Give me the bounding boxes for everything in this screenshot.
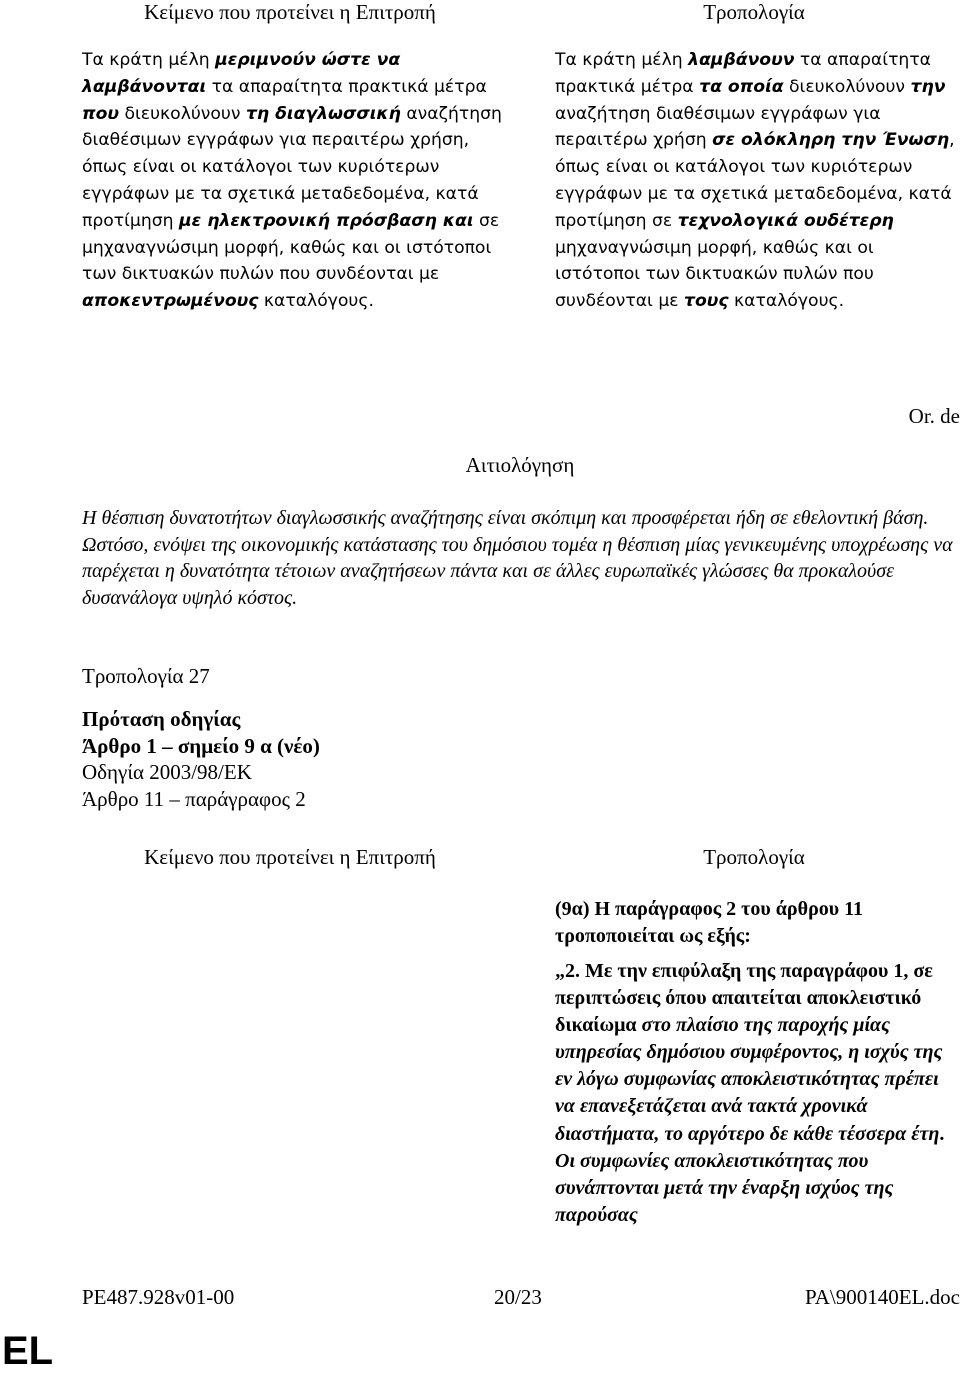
paragraph-reference: Άρθρο 11 – παράγραφος 2: [82, 786, 306, 811]
text-run: το αργότερο δε κάθε τέσσερα έτη: [664, 1122, 940, 1145]
footer-doc-reference: PE487.928v01-00: [82, 1285, 235, 1309]
text-run: Τα κράτη μέλη: [82, 50, 216, 70]
column-header-amendment: Τροπολογία: [703, 0, 805, 24]
amended-paragraph-text: [555, 958, 957, 1229]
text-run: μεριμνούν ώστε να λαμβάνονται: [82, 50, 401, 97]
proposal-title: Πρόταση οδηγίας: [82, 707, 241, 732]
amendment-point-intro: [555, 896, 957, 950]
text-run: διευκολύνουν: [119, 103, 246, 124]
footer-file-name: PA\900140EL.doc: [805, 1285, 960, 1309]
text-run: σε ολόκληρη την Ένωση: [712, 130, 950, 151]
footer-page-number: 20/23: [494, 1285, 542, 1309]
text-run: τα οποία: [699, 76, 784, 97]
text-run: με ηλεκτρονική πρόσβαση και: [179, 210, 474, 231]
text-run: λαμβάνουν: [688, 50, 795, 70]
column-header-amendment-2: Τροπολογία: [703, 845, 805, 869]
text-run: , η ισχύς της εν λόγω συμφωνίας αποκλειστικότητας πρέπει να επανεξετάζεται ανά τακτά χρονικά διαστήματα,: [555, 1041, 943, 1145]
text-run: τεχνολογικά ουδέτερη: [677, 210, 894, 231]
article-reference: Άρθρο 1 – σημείο 9 α (νέο): [82, 733, 320, 758]
text-run: τα απαραίτητα πρακτικά μέτρα: [206, 76, 487, 97]
text-run: στο πλαίσιο της παροχής μίας υπηρεσίας δημόσιου συμφέροντος: [555, 1014, 891, 1064]
text-run: αναζήτηση διαθέσιμων εγγράφων για περαιτέρω χρήση: [555, 103, 881, 151]
text-run: σε μηχαναγνώσιμη μορφή, καθώς και οι ιστότοποι των δικτυακών πυλών που συνδέονται με: [82, 210, 500, 285]
text-run: διευκολύνουν: [783, 76, 911, 97]
text-run: που: [82, 103, 120, 124]
directive-reference: Οδηγία 2003/98/ΕΚ: [82, 760, 252, 785]
text-run: αναζήτηση διαθέσιμων εγγράφων για περαιτέρω χρήση, όπως είναι οι κατάλογοι των κυριότερων εγγράφων με τα σχετικά μεταδεδομένα, κατά προτίμηση: [82, 103, 502, 231]
text-run: Οι συμφωνίες αποκλειστικότητας που συνάπτονται μετά την έναρξη ισχύος της παρούσας: [555, 1149, 894, 1226]
text-run: καταλόγους.: [728, 291, 845, 312]
text-run: την: [910, 76, 946, 97]
original-language-label: Or. de: [908, 404, 960, 428]
justification-title: Αιτιολόγηση: [465, 453, 575, 477]
text-run: .: [939, 1122, 945, 1145]
text-run: τη διαγλωσσική: [245, 103, 401, 124]
point-line-1: (9α) Η παράγραφος 2 του άρθρου 11: [555, 898, 864, 920]
commission-text-paragraph: [82, 47, 502, 315]
text-run: , όπως είναι οι κατάλογοι των κυριότερων εγγράφων με τα σχετικά μεταδεδομένα, κατά προτίμηση σε: [555, 130, 955, 231]
amendment-text-paragraph: [555, 47, 957, 315]
footer-language-code: EL: [2, 1329, 54, 1373]
text-run: αποκεντρωμένους: [82, 291, 259, 312]
text-run: τους: [684, 291, 729, 312]
text-run: καταλόγους.: [258, 291, 374, 312]
text-run: „2. Με την επιφύλαξη της παραγράφου 1, σε περιπτώσεις όπου απαιτείται αποκλειστικό δικαίωμα: [555, 960, 933, 1037]
text-run: Τα κράτη μέλη: [555, 50, 689, 70]
justification-text: Η θέσπιση δυνατοτήτων διαγλωσσικής αναζήτησης είναι σκόπιμη και προσφέρεται ήδη σε εθελοντική βάση. Ωστόσο, ενόψει της οικονομικής κατάστασης του δημόσιου τομέα η θέσπιση μίας γενικευμένης υποχρέωσης να παρέχεται η δυνατότητα τέτοιων αναζητήσεων πάντα και σε άλλες ευρωπαϊκές γλώσσες θα προκαλούσε δυσανάλογα υψηλό κόστος.: [82, 507, 953, 609]
amendment-number: Τροπολογία 27: [82, 664, 210, 688]
column-header-commission-text: Κείμενο που προτείνει η Επιτροπή: [144, 0, 436, 24]
point-line-2: τροποποιείται ως εξής:: [555, 924, 751, 947]
amendment-heading: [82, 663, 682, 812]
text-run: τα απαραίτητα πρακτικά μέτρα: [555, 50, 931, 97]
column-header-commission-text-2: Κείμενο που προτείνει η Επιτροπή: [144, 845, 436, 869]
text-run: μηχαναγνώσιμη μορφή, καθώς και οι ιστότοποι των δικτυακών πυλών που συνδέονται με: [555, 237, 874, 312]
